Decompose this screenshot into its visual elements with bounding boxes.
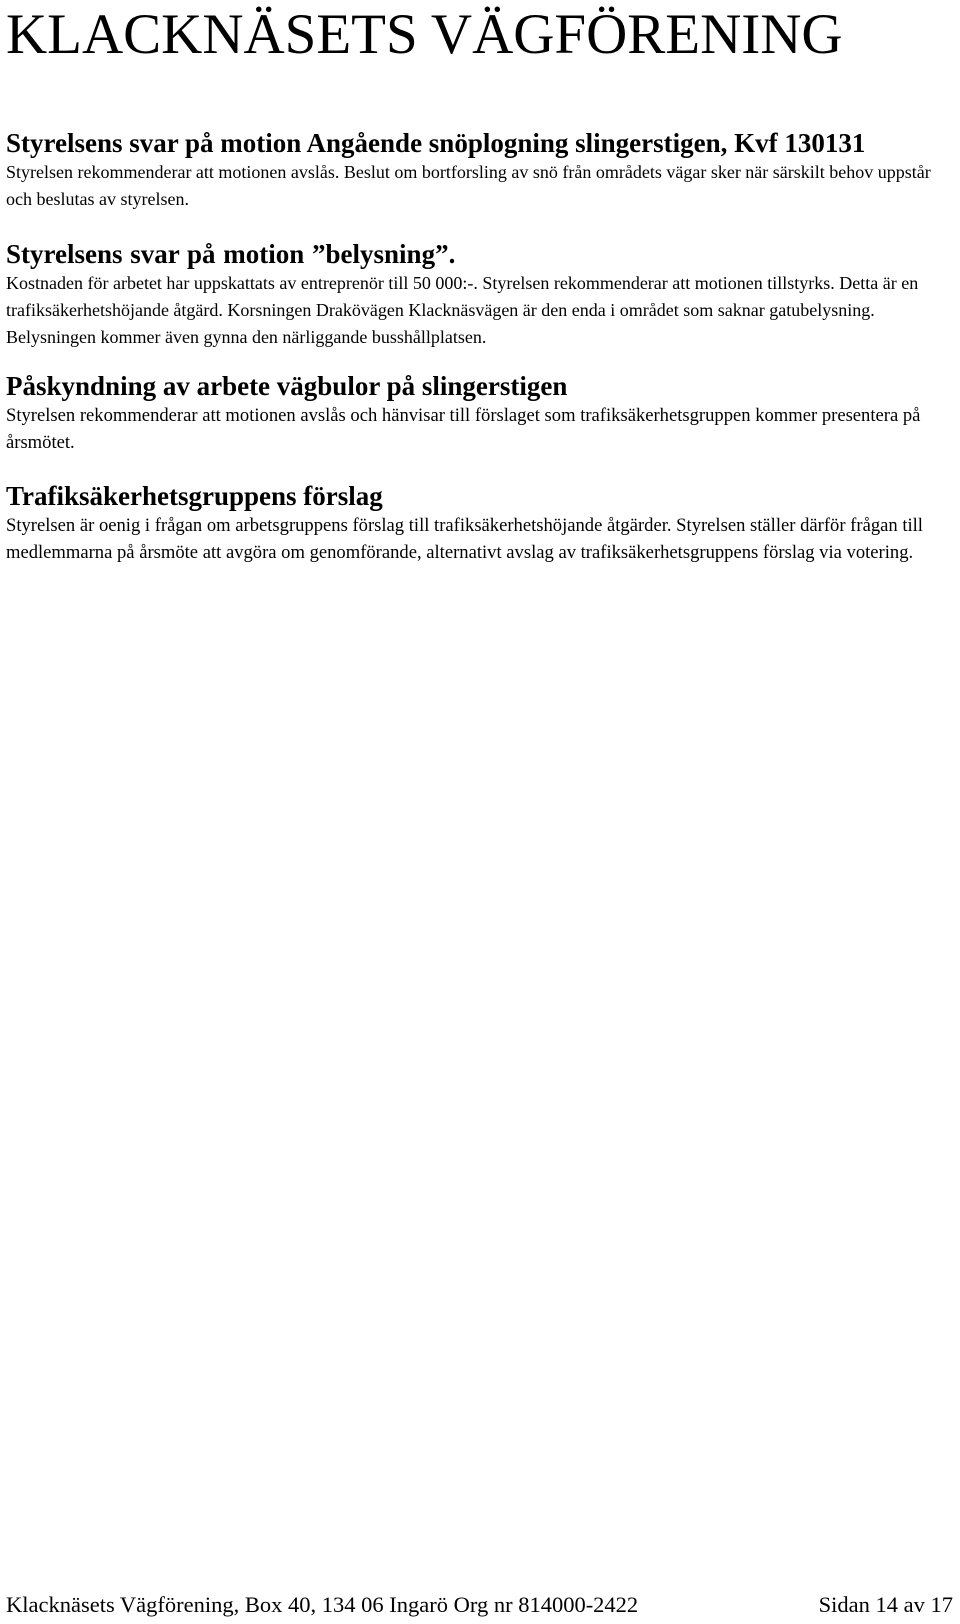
section-heading: Trafiksäkerhetsgruppens förslag xyxy=(6,481,383,511)
section-body: Styrelsen rekommenderar att motionen avslås. Beslut om bortforsling av snö från områdets vägar sker när särskilt behov uppstår och beslutas av styrelsen. xyxy=(6,162,931,209)
section-body: Styrelsen är oenig i frågan om arbetsgruppens förslag till trafiksäkerhetshöjande åtgärder. Styrelsen ställer därför frågan till medlemmarna på årsmöte att avgöra om genomförande, alternativt avslag av trafiksäkerhetsgruppens förslag via votering. xyxy=(6,515,923,563)
footer-address: Klacknäsets Vägförening, Box 40, 134 06 Ingarö Org nr 814000-2422 xyxy=(6,1592,639,1617)
page-title: KLACKNÄSETS VÄGFÖRENING xyxy=(6,3,843,66)
section-body: Styrelsen rekommenderar att motionen avslås och hänvisar till förslaget som trafiksäkerhetsgruppen kommer presentera på årsmötet. xyxy=(6,405,921,453)
section-vagbulor xyxy=(6,370,941,456)
section-heading: Påskyndning av arbete vägbulor på slingerstigen xyxy=(6,371,568,401)
section-body: Kostnaden för arbetet har uppskattats av entreprenör till 50 000:-. Styrelsen rekommenderar att motionen tillstyrks. Detta är en trafiksäkerhetshöjande åtgärd. Korsningen Drakövägen Klacknäsvägen är den enda i området som saknar gatubelysning. Belysningen kommer även gynna den närliggande busshållplatsen. xyxy=(6,273,919,347)
section-heading: Styrelsens svar på motion ”belysning”. xyxy=(6,239,456,269)
section-heading: Styrelsens svar på motion Angående snöplogning slingerstigen, Kvf 130131 xyxy=(6,128,866,158)
footer-page-number: Sidan 14 av 17 xyxy=(818,1592,953,1617)
section-snoplogning xyxy=(6,127,941,213)
section-belysning xyxy=(6,238,941,351)
section-trafiksakerhet xyxy=(6,480,941,566)
